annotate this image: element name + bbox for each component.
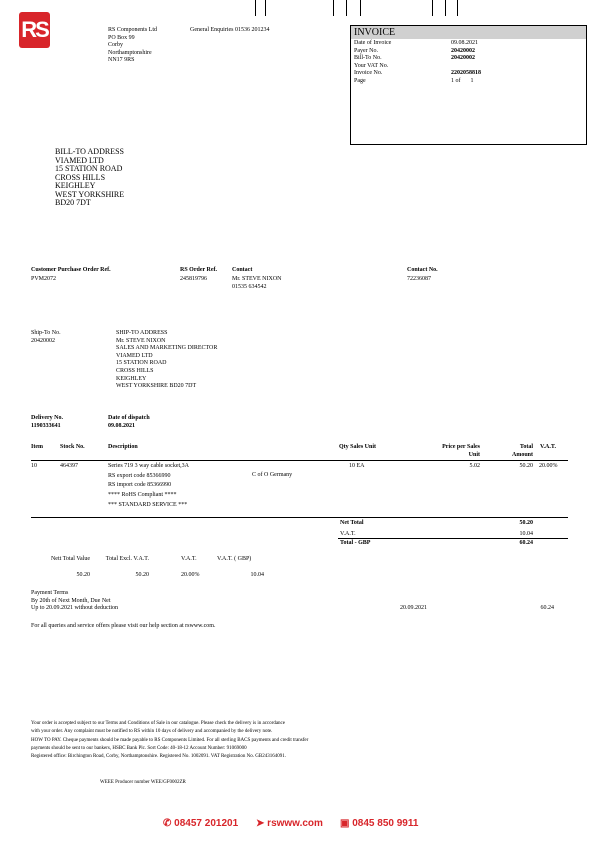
phone-icon: ✆	[163, 818, 172, 829]
po-value: PVM2072	[31, 276, 57, 282]
row-desc: Series 719 3 way cable socket,3A	[108, 463, 189, 469]
col-qty: Qty Sales Unit	[338, 444, 376, 450]
page-of: 1 of	[451, 77, 461, 84]
ship-to-no-value: 20420002	[31, 338, 55, 344]
legal-line: HOW TO PAY. Cheque payments should be made payable to RS Components Limited. For all sterling BACS payments and credit transfer	[31, 737, 309, 743]
invoice-label: Invoice No.	[354, 70, 383, 77]
row-note: RS export code 85366990	[108, 473, 171, 479]
footer-fax-text: 0845 850 9911	[352, 818, 419, 829]
col-total: Total Amount	[511, 444, 533, 458]
table-header-rule	[31, 460, 568, 461]
vat-summary-h3: V.A.T.	[181, 556, 197, 562]
vat-summary-h2: Total Excl. V.A.T.	[105, 556, 149, 562]
net-total-value: 50.20	[519, 520, 533, 526]
bill-to-line: 15 STATION ROAD	[55, 164, 123, 173]
invoice-label: Your VAT No.	[354, 62, 389, 69]
row-note: **** RoHS Compliant ****	[108, 492, 177, 499]
weee-number: WEEE Producer number WEE/GF0002ZR	[100, 780, 186, 785]
payment-terms	[31, 590, 118, 613]
delivery-no-value: 1190333641	[31, 423, 61, 429]
row-total: 50.20	[519, 463, 533, 469]
legal-line: Your order is accepted subject to our Terms and Conditions of Sale in our catalogue. Please check the delivery is in accordance	[31, 721, 285, 726]
fax-icon: ▣	[340, 818, 350, 829]
row-qty: 10 EA	[349, 463, 365, 469]
invoice-label: Bill-To No.	[354, 55, 382, 62]
barcode-mark	[255, 0, 256, 16]
company-line: NN17 9RS	[108, 57, 135, 64]
payment-date: 20.09.2021	[400, 605, 427, 611]
footer-fax	[340, 820, 418, 828]
vat-summary-v3: 20.00%	[181, 572, 200, 578]
barcode-mark	[360, 0, 361, 16]
gbp-rule	[338, 538, 568, 539]
company-address	[108, 27, 157, 65]
bill-to-line: VIAMED LTD	[55, 155, 104, 165]
invoice-values	[451, 40, 481, 86]
dispatch-date-value: 09.08.2021	[108, 423, 135, 429]
col-vat: V.A.T.	[540, 444, 556, 450]
barcode-mark	[457, 0, 458, 16]
bill-to-line: KEIGHLEY	[55, 181, 96, 190]
footer-web-text: rswww.com	[267, 818, 323, 829]
vat-summary-v1: 50.20	[76, 572, 90, 578]
payment-line: By 20th of Next Month, Due Net	[31, 597, 111, 604]
legal-line: with your order. Any complaint must be notified to RS within 10 days of delivery and accompanied by the delivery note.	[31, 729, 273, 735]
bill-to-line: WEST YORKSHIRE	[55, 189, 125, 199]
row-note: RS import code 85366990	[108, 481, 172, 488]
invoice-label: Page	[354, 77, 366, 84]
ship-to-line: CROSS HILLS	[116, 367, 154, 374]
bill-to-address	[55, 148, 124, 208]
bill-to-no: 20420002	[451, 55, 475, 62]
col-desc: Description	[108, 444, 138, 450]
invoice-label: Payer No.	[354, 47, 378, 54]
totals-rule	[31, 517, 568, 518]
delivery-no-label: Delivery No.	[31, 415, 63, 421]
col-price: Price per Sales Unit	[442, 444, 480, 458]
ship-to-line: VIAMED LTD	[116, 352, 153, 359]
bill-to-line: CROSS HILLS	[55, 172, 106, 182]
invoice-no: 2202058818	[451, 70, 481, 77]
gbp-total-value: 60.24	[519, 540, 533, 546]
order-ref-value: 245819796	[180, 276, 207, 282]
bill-to-heading: BILL-TO ADDRESS	[55, 147, 124, 156]
row-note: *** STANDARD SERVICE ***	[108, 501, 188, 508]
po-label: Customer Purchase Order Ref.	[31, 267, 111, 273]
gbp-total-label: Total - GBP	[340, 540, 371, 546]
mouse-icon: ➤	[256, 818, 265, 829]
barcode-mark	[346, 0, 347, 16]
legal-line: Registered office: Birchington Road, Corby, Northamptonshire. Registered No. 1002091. VAT Registration No. GB243164091.	[31, 754, 286, 760]
page-total: 1	[470, 77, 474, 84]
row-price: 5.02	[469, 463, 480, 469]
order-ref-label: RS Order Ref.	[180, 267, 218, 273]
barcode-mark	[265, 0, 266, 16]
company-line: Northamptonshire	[108, 49, 152, 56]
bill-to-line: BD20 7DT	[55, 198, 91, 207]
vat-total-label: V.A.T.	[340, 531, 356, 537]
ship-to-line: Mr. STEVE NIXON	[116, 337, 166, 344]
row-stock: 464397	[60, 463, 78, 469]
ship-to-line: 15 STATION ROAD	[116, 360, 167, 367]
barcode-mark	[333, 0, 334, 16]
payment-title: Payment Terms	[31, 590, 69, 596]
barcode-mark	[445, 0, 446, 16]
contact-name: Mr. STEVE NIXON	[232, 276, 282, 282]
contact-no-value: 72236087	[407, 276, 431, 282]
invoice-labels	[354, 40, 391, 86]
vat-summary-v2: 50.20	[135, 572, 149, 578]
legal-line: payments should be sent to our bankers, HSBC Bank Plc. Sort Code: 40-18-12 Account Number: 91069000	[31, 745, 247, 751]
general-enquiries: General Enquiries 01536 201234	[190, 27, 270, 33]
col-item: Item	[31, 444, 43, 450]
ship-to-heading: SHIP-TO ADDRESS	[116, 330, 168, 336]
dispatch-date-label: Date of dispatch	[108, 415, 150, 421]
footer-phone-text: 08457 201201	[174, 818, 239, 829]
footer-phone	[163, 820, 238, 828]
company-line: PO Box 99	[108, 34, 135, 41]
row-coo: C of O Germany	[252, 472, 293, 478]
payment-line: Up to 20.09.2021 without deduction	[31, 605, 118, 612]
company-line: RS Components Ltd	[108, 27, 158, 33]
payment-amount: 60.24	[540, 605, 554, 611]
vat-summary-h1: Nett Total Value	[50, 556, 90, 562]
invoice-title: INVOICE	[351, 26, 586, 39]
footer-web[interactable]	[256, 820, 323, 828]
vat-no	[451, 63, 481, 71]
ship-to-line: KEIGHLEY	[116, 375, 147, 382]
barcode-mark	[432, 0, 433, 16]
net-total-label: Net Total	[340, 520, 364, 526]
row-item: 10	[31, 463, 37, 469]
payer-no: 20420002	[451, 47, 475, 54]
vat-total-value: 10.04	[519, 531, 533, 537]
help-text: For all queries and service offers please visit our help section at rswww.com.	[31, 623, 216, 629]
contact-label: Contact	[232, 267, 253, 273]
invoice-label: Date of Invoice	[354, 40, 392, 46]
legal-text	[31, 720, 571, 761]
row-vat: 20.00%	[539, 463, 558, 469]
vat-summary-v4: 10.04	[250, 572, 264, 578]
row-notes	[108, 473, 187, 509]
ship-to-address	[116, 330, 217, 391]
vat-summary-h4: V.A.T. ( GBP)	[217, 556, 252, 562]
invoice-date: 09.08.2021	[451, 40, 478, 46]
rs-logo: RS	[19, 12, 50, 48]
ship-to-line: SALES AND MARKETING DIRECTOR	[116, 345, 218, 352]
ship-to-no-label: Ship-To No.	[31, 330, 61, 336]
contact-phone: 01535 634542	[232, 284, 267, 290]
company-line: Corby	[108, 42, 123, 49]
col-stock: Stock No.	[60, 444, 85, 450]
ship-to-line: WEST YORKSHIRE BD20 7DT	[116, 383, 197, 390]
contact-no-label: Contact No.	[407, 267, 438, 273]
